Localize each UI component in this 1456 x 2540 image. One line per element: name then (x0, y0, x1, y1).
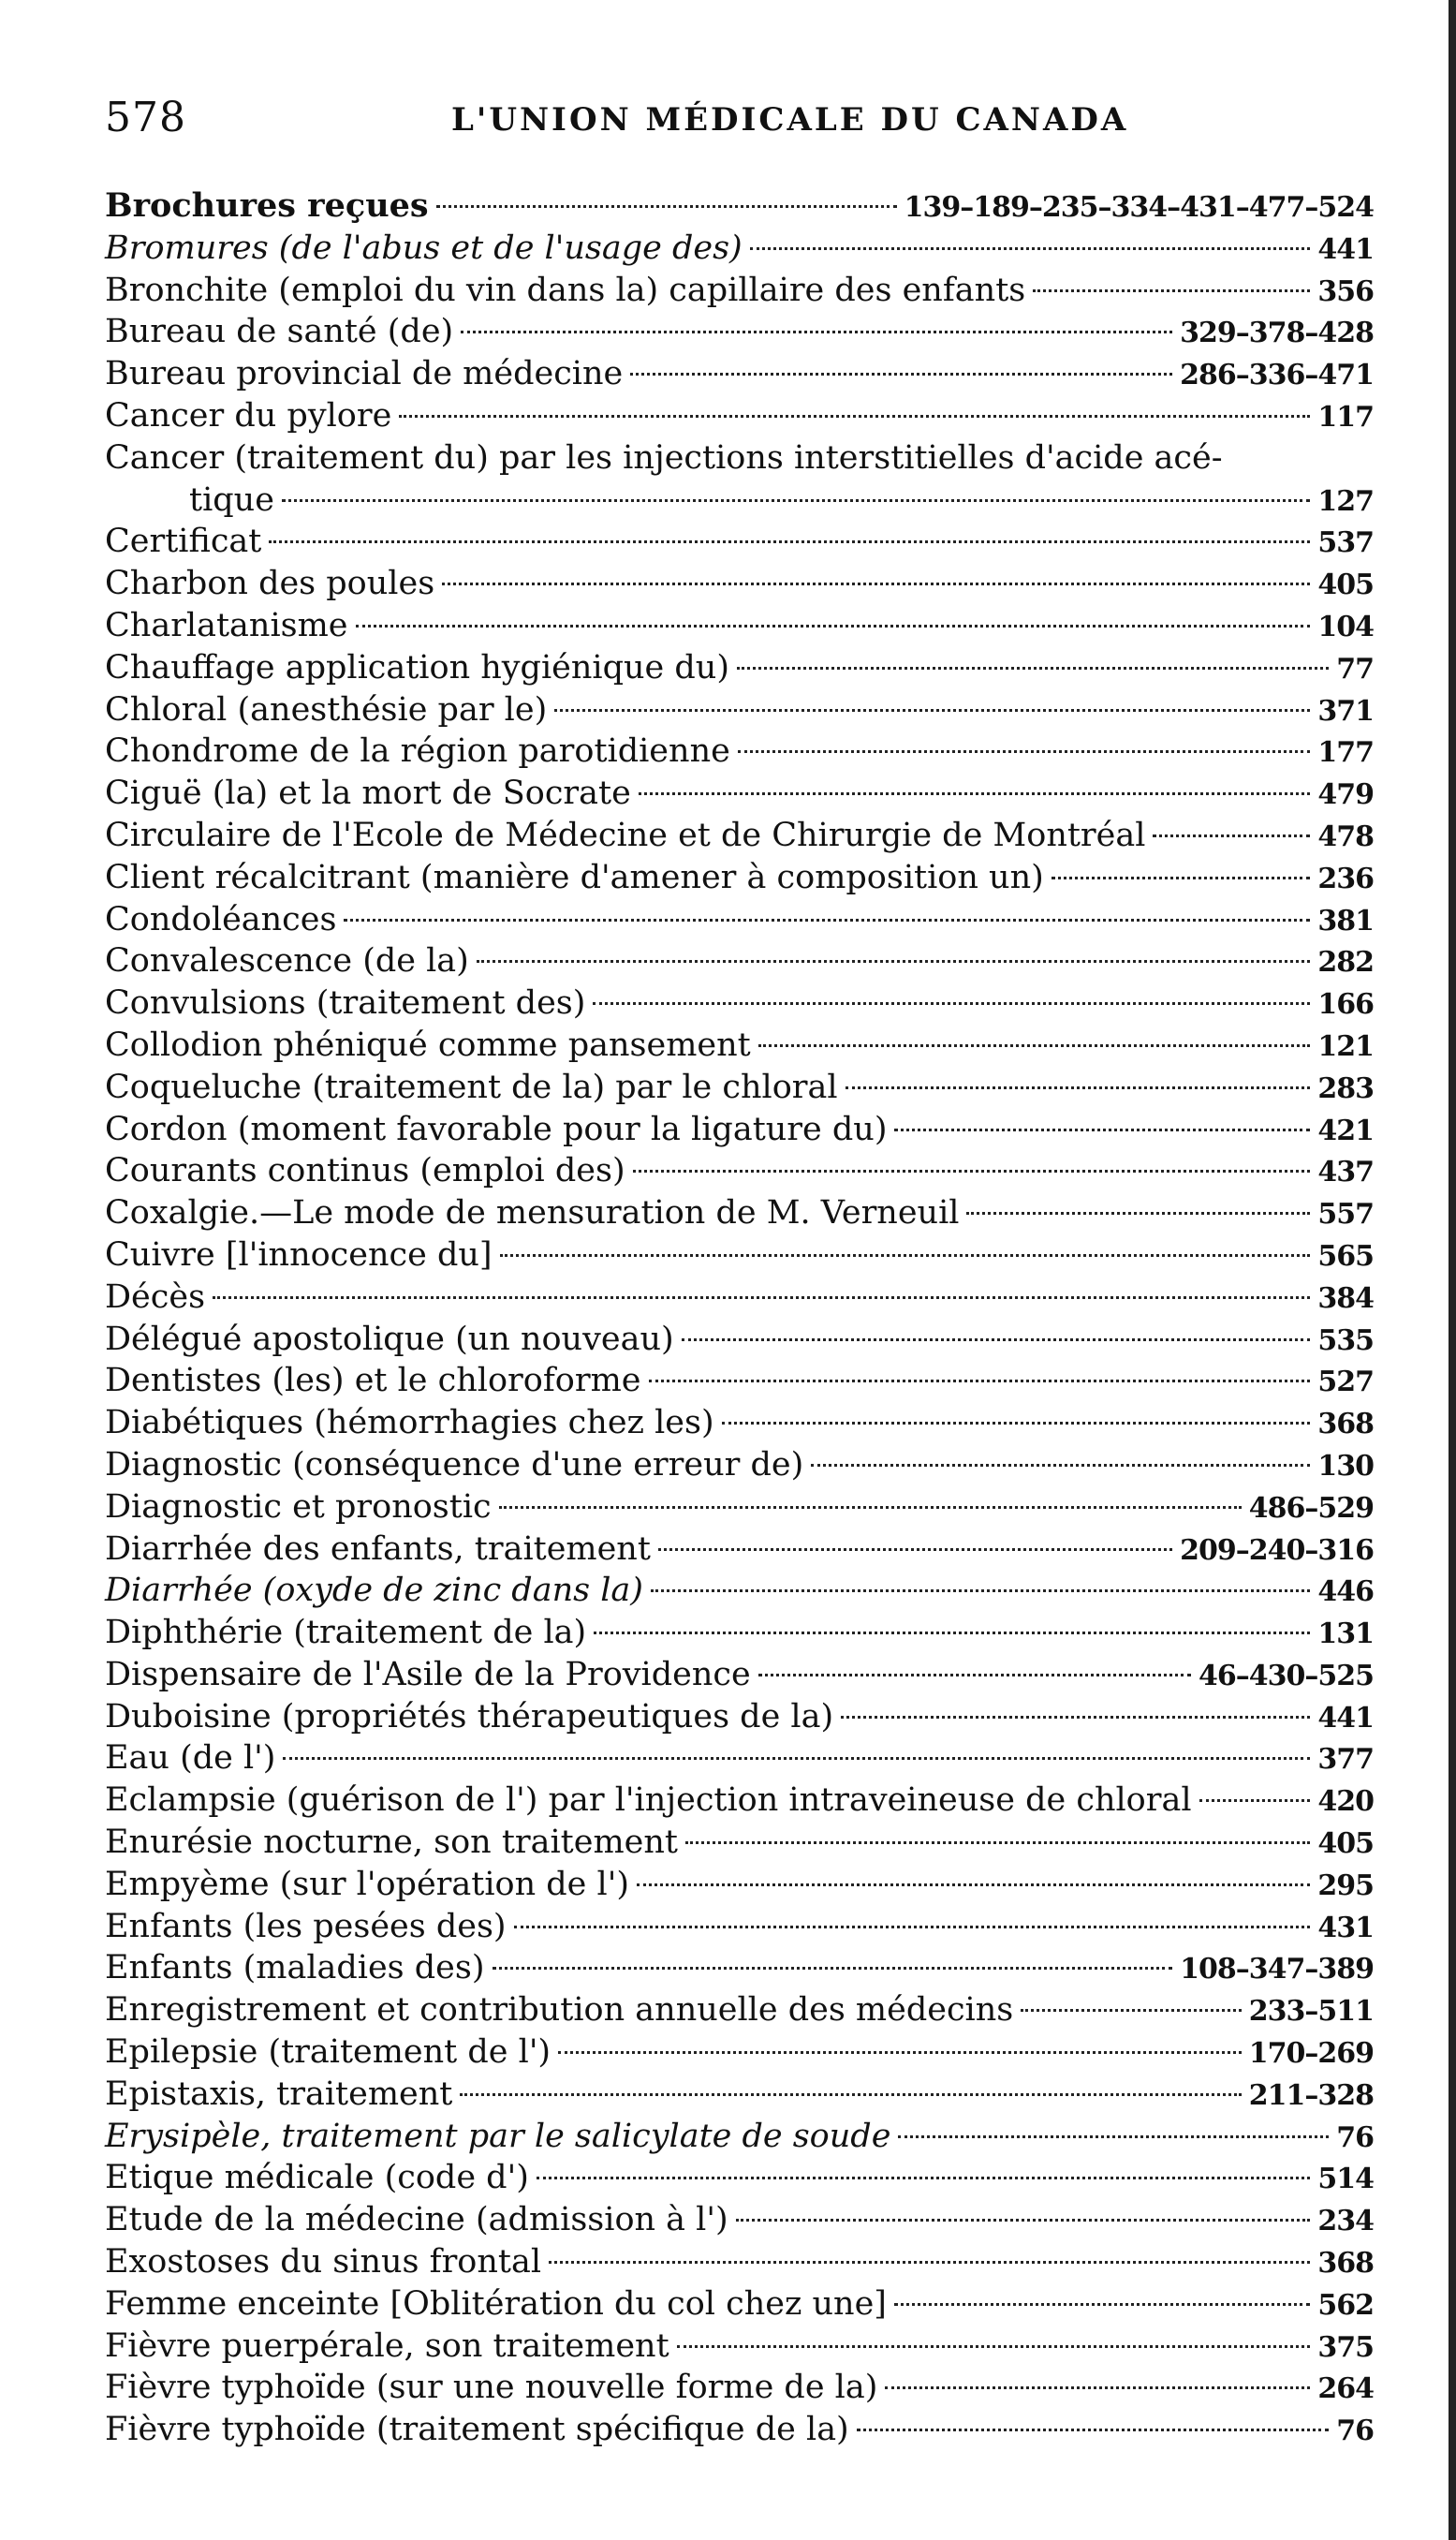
dot-leader (758, 1674, 1191, 1676)
index-entry-pages: 329–378–428 (1180, 317, 1374, 350)
index-entry-pages: 282 (1317, 946, 1374, 980)
index-entry-pages: 139–189–235–334–431–477–524 (904, 191, 1374, 224)
index-entry-text: Charlatanisme (105, 606, 348, 644)
index-entry-pages: 209–240–316 (1180, 1533, 1374, 1567)
dot-leader (685, 1841, 1310, 1844)
dot-leader (461, 331, 1172, 333)
dot-leader (677, 2345, 1311, 2348)
dot-leader (630, 373, 1172, 376)
index-entry-text: Chauffage application hygiénique du) (105, 648, 729, 687)
index-entry (105, 2367, 1374, 2409)
index-entry-text: Duboisine (propriétés thérapeutiques de la) (105, 1697, 834, 1735)
dot-leader (894, 1129, 1310, 1131)
index-entry (105, 1319, 1374, 1361)
index-entry-pages: 286–336–471 (1180, 359, 1374, 392)
index-entry-text: Brochures reçues (105, 186, 429, 225)
index-entry-text: Condoléances (105, 900, 337, 938)
index-entry-pages: 384 (1317, 1281, 1374, 1315)
dot-leader (558, 2051, 1242, 2054)
dot-leader (857, 2429, 1330, 2431)
dot-leader (637, 1883, 1310, 1886)
dot-leader (593, 1002, 1310, 1005)
dot-leader (1153, 834, 1310, 837)
index-entry-pages: 527 (1317, 1366, 1374, 1399)
index-entry-pages: 405 (1317, 1827, 1374, 1861)
dot-leader (594, 1632, 1310, 1634)
index-entry-text: Chondrome de la région parotidienne (105, 732, 730, 771)
index-entry-pages: 368 (1317, 1408, 1374, 1441)
index-entry-pages: 565 (1317, 1239, 1374, 1273)
index-entry (105, 2283, 1374, 2326)
index-entry-text: Courants continus (emploi des) (105, 1152, 625, 1190)
index-entry-pages: 170–269 (1248, 2037, 1374, 2071)
index-entry (105, 1067, 1374, 1109)
dot-leader (554, 709, 1310, 712)
index-entry-text: Cancer du pylore (105, 396, 392, 435)
dot-leader (442, 583, 1310, 585)
index-entry-text: Exostoses du sinus frontal (105, 2243, 542, 2282)
index-entry-pages: 108–347–389 (1180, 1953, 1374, 1986)
index-entry-pages: 562 (1317, 2288, 1374, 2322)
index-entry (105, 1989, 1374, 2031)
index-entry-pages: 478 (1317, 820, 1374, 853)
index-entry-pages: 441 (1317, 1701, 1374, 1735)
dot-leader (738, 750, 1311, 753)
index-entry-pages: 104 (1317, 610, 1374, 643)
index-entry-pages: 381 (1317, 904, 1374, 938)
index-entry-text: Convalescence (de la) (105, 942, 469, 981)
index-entry-pages: 557 (1317, 1198, 1374, 1232)
index-entry-text: Epilepsie (traitement de l') (105, 2033, 552, 2072)
index-entry-text: Décès (105, 1277, 206, 1316)
dot-leader (682, 1338, 1311, 1341)
index-entry (105, 1906, 1374, 1948)
dot-leader (966, 1212, 1310, 1215)
dot-leader (722, 1422, 1311, 1425)
index-entry (105, 1192, 1374, 1234)
index-entry (105, 1025, 1374, 1067)
index-entry-text: Empyème (sur l'opération de l') (105, 1865, 629, 1903)
index-entry-pages: 233–511 (1248, 1995, 1374, 2029)
index-entry (105, 270, 1374, 312)
index-entry (105, 228, 1374, 270)
index-entry-text: Client récalcitrant (manière d'amener à composition un) (105, 858, 1044, 896)
index-entry-text: Cuivre [l'innocence du] (105, 1235, 493, 1274)
dot-leader (811, 1464, 1310, 1467)
index-entry-text: Femme enceinte [Oblitération du col chez une] (105, 2284, 887, 2323)
index-entry (105, 940, 1374, 982)
index-entry (105, 1528, 1374, 1571)
index-entry-pages: 76 (1336, 2120, 1374, 2154)
index-entry-pages: 130 (1317, 1449, 1374, 1483)
index-entry-pages: 117 (1317, 400, 1374, 434)
index-entry (105, 1570, 1374, 1612)
index-entry-text: Ciguë (la) et la mort de Socrate (105, 775, 631, 813)
index-entry-text: Etude de la médecine (admission à l') (105, 2201, 728, 2239)
index-entry (105, 689, 1374, 731)
dot-leader (283, 1757, 1310, 1760)
index-entry (105, 480, 1374, 522)
index-entry (105, 521, 1374, 563)
index-entry (105, 1486, 1374, 1528)
dot-leader (1052, 877, 1311, 879)
index-entry-pages: 377 (1317, 1743, 1374, 1777)
index-entry-pages: 420 (1317, 1785, 1374, 1819)
index-entry-pages: 166 (1317, 988, 1374, 1022)
dot-leader (737, 667, 1329, 670)
index-entry-text: Cancer (traitement du) par les injections interstitielles d'acide acé- (105, 438, 1223, 477)
index-entry (105, 2241, 1374, 2283)
index-entry (105, 1864, 1374, 1906)
index-entry-pages: 375 (1317, 2330, 1374, 2364)
index-entry (105, 1779, 1374, 1822)
index-entry (105, 353, 1374, 395)
dot-leader (846, 1086, 1311, 1089)
index-entry-pages: 437 (1317, 1156, 1374, 1189)
dot-leader (1033, 289, 1310, 292)
index-entry (105, 731, 1374, 773)
dot-leader (493, 1967, 1173, 1970)
dot-leader (898, 2135, 1329, 2138)
dot-leader (436, 205, 897, 208)
index-entry (105, 1360, 1374, 1402)
index-entry (105, 2116, 1374, 2158)
index-entry-pages: 371 (1317, 694, 1374, 728)
dot-leader (537, 2177, 1311, 2179)
dot-leader (499, 1506, 1242, 1509)
dot-leader (213, 1296, 1310, 1299)
dot-leader (841, 1716, 1310, 1719)
dot-leader (269, 540, 1310, 543)
index-entry-text: Diabétiques (hémorrhagies chez les) (105, 1404, 714, 1442)
index-entry-pages: 283 (1317, 1071, 1374, 1105)
dot-leader (633, 1170, 1311, 1173)
index-entry-pages: 236 (1317, 862, 1374, 895)
dot-leader (658, 1548, 1172, 1551)
index-entry (105, 1402, 1374, 1444)
index-entry-pages: 514 (1317, 2163, 1374, 2196)
index-entry (105, 1737, 1374, 1779)
index-entry-text: Circulaire de l'Ecole de Médecine et de Chirurgie de Montréal (105, 816, 1146, 854)
index-entry-text: Dispensaire de l'Asile de la Providence (105, 1655, 751, 1693)
dot-leader (651, 1589, 1310, 1592)
dot-leader (344, 919, 1310, 922)
index-entry (105, 2326, 1374, 2368)
index-entry (105, 1444, 1374, 1486)
index-entry (105, 815, 1374, 857)
index-entry-text: Enurésie nocturne, son traitement (105, 1824, 678, 1862)
index-entry (105, 563, 1374, 605)
index-entry-pages: 446 (1317, 1575, 1374, 1609)
index-entry (105, 311, 1374, 353)
page-edge-bar (1449, 0, 1456, 2540)
index-entry (105, 437, 1374, 480)
index-entry-text: Fièvre puerpérale, son traitement (105, 2326, 669, 2365)
index-entry (105, 1654, 1374, 1696)
dot-leader (514, 1926, 1311, 1928)
dot-leader (282, 499, 1310, 502)
dot-leader (639, 792, 1311, 795)
index-entry-pages: 356 (1317, 274, 1374, 308)
index-entry-text: Diagnostic (conséquence d'une erreur de) (105, 1445, 804, 1484)
dot-leader (758, 1044, 1311, 1047)
index-entry-pages: 405 (1317, 569, 1374, 602)
dot-leader (750, 247, 1311, 250)
index-entry-text: Fièvre typhoïde (sur une nouvelle forme de la) (105, 2369, 878, 2407)
index-entry-text: Bronchite (emploi du vin dans la) capillaire des enfants (105, 271, 1026, 309)
dot-leader (549, 2261, 1310, 2264)
index-entry-text: Bromures (de l'abus et de l'usage des) (105, 229, 743, 267)
index-entry-text: Bureau de santé (de) (105, 313, 454, 351)
index-entry-text: Dentistes (les) et le chloroforme (105, 1362, 641, 1400)
index-entry-pages: 368 (1317, 2247, 1374, 2281)
index-entry (105, 773, 1374, 815)
index-entry (105, 899, 1374, 941)
index-entry (105, 2157, 1374, 2199)
index-entry-pages: 264 (1317, 2372, 1374, 2406)
index-entry (105, 1150, 1374, 1192)
index-entry-text: Enfants (les pesées des) (105, 1907, 507, 1945)
index-entry-pages: 234 (1317, 2205, 1374, 2238)
index-entry-text: Eau (de l') (105, 1739, 276, 1778)
index-entry-pages: 537 (1317, 526, 1374, 560)
dot-leader (399, 415, 1310, 418)
index-entry-pages: 177 (1317, 736, 1374, 770)
index-entry-pages: 76 (1336, 2414, 1374, 2448)
index-entry-text: Coxalgie.—Le mode de mensuration de M. Verneuil (105, 1194, 960, 1233)
index-entry (105, 2074, 1374, 2116)
index-entry (105, 1947, 1374, 1989)
index-entry (105, 647, 1374, 689)
index-entry-list (105, 185, 1374, 2508)
index-entry-text: Charbon des poules (105, 565, 435, 603)
index-entry-text: Diarrhée des enfants, traitement (105, 1529, 651, 1568)
dot-leader (649, 1380, 1311, 1382)
dot-leader (1199, 1799, 1311, 1802)
dot-leader (1021, 2009, 1242, 2012)
index-entry (105, 2031, 1374, 2074)
index-entry (105, 857, 1374, 899)
dot-leader (477, 960, 1311, 963)
index-entry-text: Chloral (anesthésie par le) (105, 690, 548, 729)
index-entry-text: Enregistrement et contribution annuelle des médecins (105, 1991, 1014, 2030)
index-entry (105, 1234, 1374, 1277)
index-entry-text: Certificat (105, 523, 262, 561)
dot-leader (885, 2386, 1310, 2389)
index-entry-text: Erysipèle, traitement par le salicylate de soude (105, 2117, 891, 2155)
index-entry-pages: 479 (1317, 778, 1374, 812)
index-entry-text: Diarrhée (oxyde de zinc dans la) (105, 1572, 643, 1610)
index-entry-pages: 295 (1317, 1868, 1374, 1902)
index-entry-text: Diphthérie (traitement de la) (105, 1614, 587, 1652)
index-entry-text: Cordon (moment favorable pour la ligature du) (105, 1110, 888, 1148)
index-entry-text: Eclampsie (guérison de l') par l'injection intraveineuse de chloral (105, 1781, 1192, 1820)
index-entry-pages: 441 (1317, 232, 1374, 266)
dot-leader (736, 2219, 1311, 2222)
index-entry (105, 605, 1374, 647)
index-entry-text: Convulsions (traitement des) (105, 984, 586, 1023)
running-title: L'UNION MÉDICALE DU CANADA (451, 101, 1129, 139)
index-entry-text: Bureau provincial de médecine (105, 355, 624, 393)
index-entry-text: Fièvre typhoïde (traitement spécifique de la) (105, 2411, 849, 2449)
index-entry (105, 1612, 1374, 1654)
index-entry-pages: 535 (1317, 1323, 1374, 1357)
index-entry-pages: 131 (1317, 1617, 1374, 1651)
index-entry (105, 1277, 1374, 1319)
index-entry-pages: 121 (1317, 1029, 1374, 1063)
index-entry-text: Diagnostic et pronostic (105, 1487, 492, 1526)
index-entry (105, 982, 1374, 1025)
index-entry (105, 1696, 1374, 1738)
index-entry-text: tique (189, 480, 274, 519)
index-entry-pages: 127 (1317, 484, 1374, 518)
index-entry (105, 185, 1374, 228)
index-entry-text: Epistaxis, traitement (105, 2075, 453, 2113)
index-entry-pages: 211–328 (1248, 2078, 1374, 2112)
index-entry-pages: 77 (1336, 652, 1374, 686)
index-entry-pages: 486–529 (1248, 1491, 1374, 1525)
index-entry-text: Enfants (maladies des) (105, 1949, 485, 1987)
index-entry (105, 1109, 1374, 1151)
index-entry-pages: 46–430–525 (1199, 1659, 1374, 1692)
index-entry (105, 2409, 1374, 2451)
page-number: 578 (105, 94, 186, 141)
dot-leader (356, 625, 1311, 628)
index-entry (105, 2199, 1374, 2241)
index-entry-pages: 421 (1317, 1114, 1374, 1147)
dot-leader (460, 2093, 1241, 2096)
index-entry (105, 1822, 1374, 1864)
index-entry-text: Etique médicale (code d') (105, 2159, 529, 2197)
index-entry-text: Collodion phéniqué comme pansement (105, 1026, 751, 1064)
index-entry-pages: 431 (1317, 1911, 1374, 1944)
dot-leader (894, 2303, 1310, 2306)
index-entry (105, 395, 1374, 437)
index-entry-text: Coqueluche (traitement de la) par le chloral (105, 1068, 838, 1106)
index-entry-text: Délégué apostolique (un nouveau) (105, 1320, 674, 1358)
dot-leader (500, 1254, 1311, 1257)
page-header (105, 94, 1406, 150)
